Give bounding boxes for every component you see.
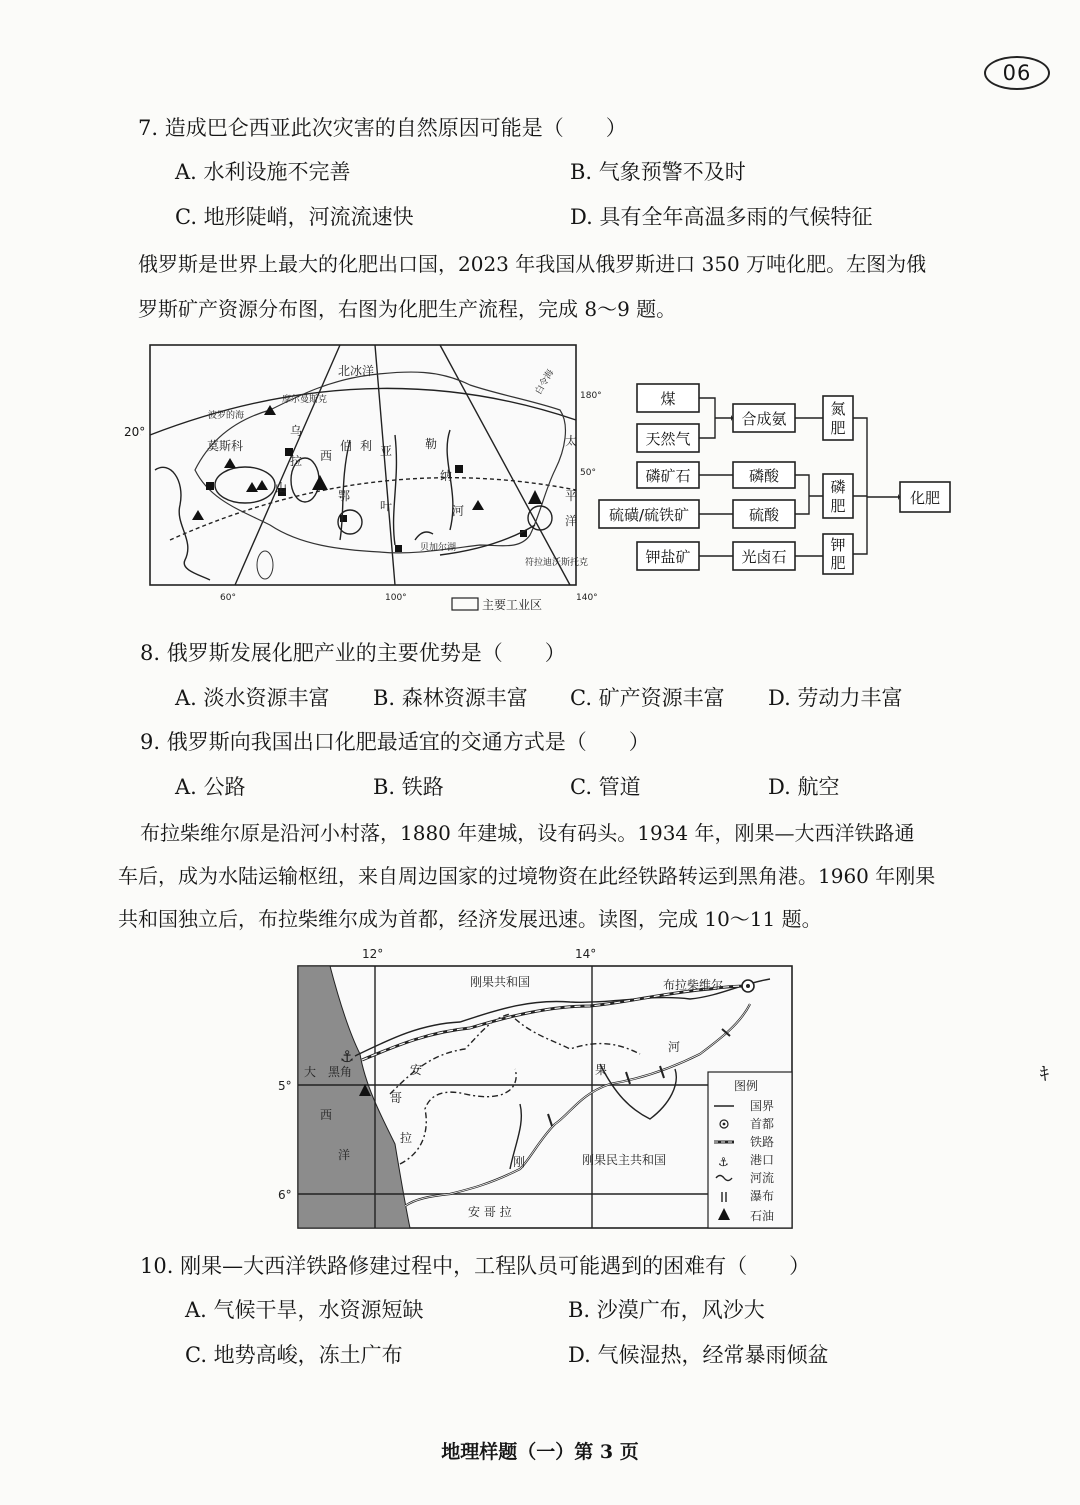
label-bering: 白令海	[533, 368, 557, 397]
legend-industrial-box	[452, 598, 478, 610]
margin-mark: ｷ	[1040, 1064, 1049, 1085]
question-7-option-a: A. 水利设施不完善	[175, 160, 351, 184]
mineral-symbol	[340, 515, 347, 522]
legend-industrial-label: 主要工业区	[482, 598, 543, 612]
question-9-stem: 9. 俄罗斯向我国出口化肥最适宜的交通方式是（ ）	[140, 730, 650, 754]
label-congo-republic: 刚果共和国	[470, 975, 531, 989]
flow-p-fert-1: 磷	[830, 478, 846, 496]
question-8-stem: 8. 俄罗斯发展化肥产业的主要优势是（ ）	[140, 641, 566, 665]
label-angola-2: 哥	[390, 1091, 403, 1105]
fertilizer-flow-chart	[595, 378, 965, 578]
page-footer: 地理样题（一）第 3 页	[441, 1441, 639, 1463]
legend-falls: 瀑布	[750, 1189, 775, 1203]
russia-mineral-map	[140, 340, 610, 620]
svg-text:⚓: ⚓	[718, 1155, 729, 1169]
mineral-symbol	[206, 482, 214, 490]
question-10-option-d: D. 气候湿热，经常暴雨倾盆	[568, 1343, 829, 1367]
russia-map-frame	[150, 345, 576, 585]
label-baltic: 波罗的海	[208, 411, 245, 421]
flow-line-p-acids	[795, 475, 823, 514]
label-lon-14: 14°	[575, 947, 597, 961]
passage-2-line-3: 共和国独立后，布拉柴维尔成为首都，经济发展迅速。读图，完成 10～11 题。	[118, 907, 822, 931]
passage-1-line-1: 俄罗斯是世界上最大的化肥出口国，2023 年我国从俄罗斯进口 350 万吨化肥。左图为俄	[138, 252, 927, 276]
label-siberia-1: 西	[320, 449, 333, 463]
flow-phosphate-rock: 磷矿石	[645, 467, 691, 485]
question-8-option-a: A. 淡水资源丰富	[175, 686, 330, 710]
page-number: 06	[984, 56, 1050, 90]
flow-sylvite: 光卤石	[741, 548, 787, 566]
label-pacific-2: 平	[565, 489, 578, 503]
label-na: 纳	[440, 469, 453, 483]
legend-rail: 铁路	[750, 1135, 775, 1149]
question-9-option-d: D. 航空	[768, 775, 840, 799]
flow-line-to-fertilizer	[853, 418, 900, 554]
label-pointe-noire: 黑角	[328, 1065, 353, 1079]
label-river-2: 果	[595, 1063, 608, 1077]
label-arctic-ocean: 北冰洋	[338, 364, 375, 378]
label-amur: 河	[452, 504, 465, 518]
label-ural-1: 乌	[290, 424, 303, 438]
label-lon-180: 180°	[580, 391, 602, 401]
label-moscow: 莫斯科	[207, 439, 244, 453]
question-8-option-b: B. 森林资源丰富	[373, 686, 528, 710]
label-baikal: 贝加尔湖	[420, 543, 457, 553]
flow-n-fert-2: 肥	[830, 419, 846, 437]
question-7-stem: 7. 造成巴仑西亚此次灾害的自然原因可能是（ ）	[138, 116, 627, 140]
legend-border: 国界	[750, 1099, 775, 1113]
flow-line-coal-gas	[699, 398, 733, 438]
label-ocean-3: 洋	[338, 1148, 351, 1162]
label-ural-2: 拉	[290, 454, 303, 468]
question-10-option-b: B. 沙漠广布，风沙大	[568, 1298, 765, 1322]
question-7-option-d: D. 具有全年高温多雨的气候特征	[570, 205, 873, 229]
legend-oil: 石油	[750, 1209, 775, 1223]
congo-railway-map	[270, 944, 800, 1232]
label-lon-140: 140°	[576, 593, 598, 603]
label-angola-1: 安	[410, 1063, 423, 1077]
label-angola-3: 拉	[400, 1131, 413, 1145]
question-10-option-c: C. 地势高峻，冻土广布	[185, 1343, 403, 1367]
russia-map-lat-20-label: 20°	[124, 425, 146, 439]
question-9-option-c: C. 管道	[570, 775, 641, 799]
label-lat-6: 6°	[278, 1188, 292, 1202]
label-pacific-3: 洋	[565, 514, 578, 528]
flow-gas: 天然气	[645, 430, 691, 448]
port-anchor-icon: ⚓	[340, 1047, 355, 1066]
legend-port: 港口	[750, 1153, 775, 1167]
label-siberia-3: 利	[360, 439, 373, 453]
legend-title: 图例	[734, 1079, 759, 1093]
flow-coal: 煤	[660, 390, 676, 408]
flow-phosphoric-acid: 磷酸	[748, 467, 780, 485]
label-siberia-4: 亚	[380, 444, 393, 458]
label-yenisei: 叶	[380, 499, 393, 513]
flow-n-fert-1: 氮	[830, 400, 846, 418]
passage-2-line-1: 布拉柴维尔原是沿河小村落，1880 年建城，设有码头。1934 年，刚果—大西洋铁路通	[140, 821, 915, 845]
label-brazzaville: 布拉柴维尔	[663, 978, 724, 992]
flow-sulfuric-acid: 硫酸	[748, 506, 780, 524]
label-lon-12: 12°	[362, 947, 384, 961]
flow-p-fert-2: 肥	[830, 497, 846, 515]
question-8-option-d: D. 劳动力丰富	[768, 686, 903, 710]
flow-sulfur: 硫磺/硫铁矿	[608, 506, 690, 524]
label-siberia-2: 伯	[340, 439, 353, 453]
question-7-option-c: C. 地形陡峭，河流流速快	[175, 205, 414, 229]
label-lat-50: 50°	[580, 468, 596, 478]
label-drc: 刚果民主共和国	[582, 1153, 667, 1167]
label-lon-100: 100°	[385, 593, 407, 603]
label-vladivostok: 符拉迪沃斯托克	[525, 558, 589, 568]
flow-k-fert-1: 钾	[830, 536, 846, 554]
question-10-option-a: A. 气候干旱，水资源短缺	[185, 1298, 424, 1322]
legend-capital: 首都	[750, 1117, 775, 1131]
label-river-1: 刚	[513, 1155, 526, 1169]
question-9-option-a: A. 公路	[175, 775, 246, 799]
mineral-symbol	[395, 545, 402, 552]
label-ocean-1: 大	[304, 1065, 317, 1079]
question-8-option-c: C. 矿产资源丰富	[570, 686, 725, 710]
question-7-option-b: B. 气象预警不及时	[570, 160, 746, 184]
passage-1-line-2: 罗斯矿产资源分布图，右图为化肥生产流程，完成 8～9 题。	[138, 297, 677, 321]
question-9-option-b: B. 铁路	[373, 775, 444, 799]
label-river-3: 河	[668, 1040, 681, 1054]
legend-river: 河流	[750, 1171, 775, 1185]
mineral-symbol	[455, 465, 463, 473]
label-murmansk: 摩尔曼斯克	[282, 395, 328, 405]
flow-ammonia: 合成氨	[741, 410, 787, 428]
label-lat-5: 5°	[278, 1079, 292, 1093]
question-10-stem: 10. 刚果—大西洋铁路修建过程中，工程队员可能遇到的困难有（ ）	[140, 1254, 811, 1278]
flow-potash: 钾盐矿	[645, 548, 691, 566]
label-lena: 勒	[425, 437, 438, 451]
passage-2-line-2: 车后，成为水陆运输枢纽，来自周边国家的过境物资在此经铁路转运到黑角港。1960 年刚果	[118, 864, 936, 888]
flow-k-fert-2: 肥	[830, 554, 846, 572]
label-angola: 安 哥 拉	[468, 1205, 512, 1219]
label-ural-3: 山	[275, 481, 288, 495]
flow-fertilizer: 化肥	[909, 489, 941, 507]
label-ob: 鄂	[338, 489, 351, 503]
label-ocean-2: 西	[320, 1108, 333, 1122]
congo-legend	[708, 1072, 792, 1228]
label-pacific-1: 太	[565, 434, 578, 448]
label-lon-60: 60°	[220, 593, 236, 603]
